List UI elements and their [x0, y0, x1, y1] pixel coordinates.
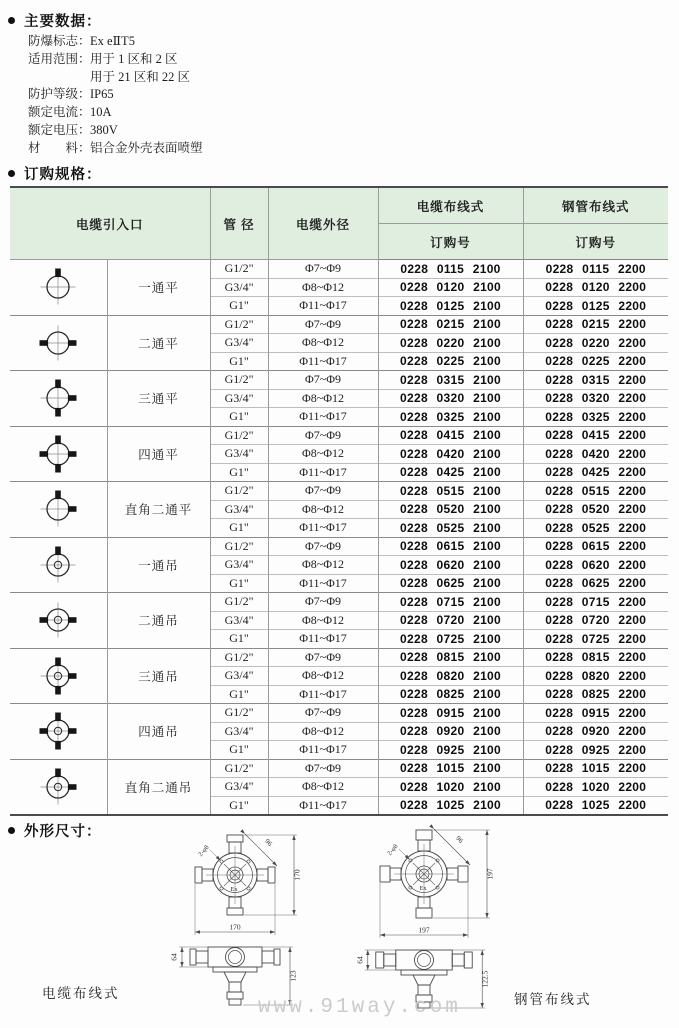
right-angle-two-way-flat-icon-cell: [10, 482, 107, 538]
cable-order-no-cell: 0228 0720 2100: [378, 611, 523, 630]
pipe-size-cell: G3/4": [210, 778, 268, 797]
cable-order-no-cell: 0228 0315 2100: [378, 371, 523, 390]
cable-od-cell: Φ7~Φ9: [268, 537, 378, 556]
entry-type-label: 二通吊: [107, 593, 210, 649]
cable-order-no-cell: 0228 0320 2100: [378, 389, 523, 408]
main-data-item: [28, 33, 203, 51]
dim-height-label: 170: [292, 869, 302, 881]
two-way-flat-icon-cell: [10, 315, 107, 371]
table-row: [10, 371, 668, 390]
cable-order-no-cell: 0228 1015 2100: [378, 759, 523, 778]
cable-order-no-cell: 0228 0215 2100: [378, 315, 523, 334]
cable-od-cell: Φ8~Φ12: [268, 445, 378, 464]
pipe-size-cell: G1": [210, 297, 268, 316]
main-data-item: [28, 140, 203, 158]
ex-marking: Ex: [419, 885, 427, 892]
main-data-title-text: 主要数据：: [24, 14, 102, 30]
table-row: [10, 593, 668, 612]
cable-od-cell: Φ11~Φ17: [268, 352, 378, 371]
three-way-hanging-icon: [36, 654, 80, 698]
steel-order-no-cell: 0228 0215 2200: [523, 315, 668, 334]
steel-order-no-cell: 0228 1020 2200: [523, 778, 668, 797]
ordering-title: [8, 163, 102, 184]
cable-od-cell: Φ11~Φ17: [268, 463, 378, 482]
cable-order-no-cell: 0228 0815 2100: [378, 648, 523, 667]
bullet-icon: [8, 827, 15, 834]
steel-order-no-cell: 0228 0825 2200: [523, 685, 668, 704]
ordering-title-text: 订购规格：: [24, 167, 102, 183]
pipe-size-cell: G3/4": [210, 334, 268, 353]
cable-od-cell: Φ8~Φ12: [268, 278, 378, 297]
steel-order-no-cell: 0228 0720 2200: [523, 611, 668, 630]
watermark: www.91way.com: [258, 996, 461, 1019]
steel-order-no-cell: 0228 0120 2200: [523, 278, 668, 297]
pipe-size-cell: G1": [210, 574, 268, 593]
pipe-size-cell: G1": [210, 408, 268, 427]
dim-height-label: 197: [485, 868, 495, 880]
cable-od-cell: Φ8~Φ12: [268, 611, 378, 630]
main-data-item: [28, 122, 203, 140]
cable-od-cell: Φ7~Φ9: [268, 371, 378, 390]
cable-od-cell: Φ7~Φ9: [268, 426, 378, 445]
three-way-flat-icon-cell: [10, 371, 107, 427]
steel-order-no-cell: 0228 0725 2200: [523, 630, 668, 649]
total-height-label: 123: [288, 970, 298, 982]
dim-diag-label: 96: [263, 837, 274, 848]
cable-od-cell: Φ11~Φ17: [268, 741, 378, 760]
one-way-flat-icon: [36, 265, 80, 309]
steel-order-no-cell: 0228 0525 2200: [523, 519, 668, 538]
holes-label: 2-φ8: [197, 844, 211, 859]
cable-order-no-cell: 0228 0225 2100: [378, 352, 523, 371]
ex-marking: Ex: [230, 886, 238, 893]
cable-order-no-cell: 0228 0425 2100: [378, 463, 523, 482]
main-data-item: [28, 69, 203, 87]
dim-width-label: 197: [418, 925, 430, 935]
pipe-size-cell: G1/2": [210, 537, 268, 556]
cable-od-cell: Φ7~Φ9: [268, 315, 378, 334]
cable-od-cell: Φ11~Φ17: [268, 796, 378, 815]
cable-od-cell: Φ7~Φ9: [268, 759, 378, 778]
right-angle-two-way-hanging-icon-cell: [10, 759, 107, 815]
pipe-size-cell: G3/4": [210, 389, 268, 408]
cable-order-no-cell: 0228 0925 2100: [378, 741, 523, 760]
steel-order-no-cell: 0228 0325 2200: [523, 408, 668, 427]
col-header-cable-entry: 电缆引入口: [10, 187, 210, 260]
table-row: [10, 759, 668, 778]
pipe-size-cell: G3/4": [210, 722, 268, 741]
main-data-item-label: 防护等级：: [28, 87, 91, 102]
four-way-hanging-icon-cell: [10, 704, 107, 760]
steel-order-no-cell: 0228 0220 2200: [523, 334, 668, 353]
pipe-size-cell: G1/2": [210, 371, 268, 390]
pipe-size-cell: G1/2": [210, 648, 268, 667]
cable-order-no-cell: 0228 1025 2100: [378, 796, 523, 815]
table-row: [10, 315, 668, 334]
cable-order-no-cell: 0228 0515 2100: [378, 482, 523, 501]
steel-order-no-cell: 0228 0125 2200: [523, 297, 668, 316]
table-row: [10, 704, 668, 723]
entry-type-label: 直角二通吊: [107, 759, 210, 815]
cable-order-no-cell: 0228 0120 2100: [378, 278, 523, 297]
pipe-size-cell: G1/2": [210, 593, 268, 612]
entry-type-label: 四通吊: [107, 704, 210, 760]
cable-od-cell: Φ11~Φ17: [268, 630, 378, 649]
cable-order-no-cell: 0228 0520 2100: [378, 500, 523, 519]
main-data-item-value: Ex eⅡT5: [90, 34, 135, 48]
col-header-order-no-steel: 订购号: [523, 224, 668, 260]
cable-order-no-cell: 0228 1020 2100: [378, 778, 523, 797]
cable-order-no-cell: 0228 0415 2100: [378, 426, 523, 445]
cable-order-no-cell: 0228 0525 2100: [378, 519, 523, 538]
four-way-flat-icon: [36, 432, 80, 476]
cable-order-no-cell: 0228 0420 2100: [378, 445, 523, 464]
holes-label: 2-φ8: [386, 843, 400, 858]
steel-order-no-cell: 0228 0925 2200: [523, 741, 668, 760]
main-data-item: [28, 104, 203, 122]
steel-order-no-cell: 0228 0620 2200: [523, 556, 668, 575]
cable-od-cell: Φ8~Φ12: [268, 334, 378, 353]
bullet-icon: [8, 170, 15, 177]
cable-od-cell: Φ8~Φ12: [268, 667, 378, 686]
right-angle-two-way-flat-icon: [36, 487, 80, 531]
main-data-item-value: 用于 1 区和 2 区: [90, 51, 178, 66]
cable-od-cell: Φ7~Φ9: [268, 260, 378, 279]
steel-order-no-cell: 0228 0920 2200: [523, 722, 668, 741]
cable-od-cell: Φ11~Φ17: [268, 297, 378, 316]
main-data-item-label: 材 料：: [28, 140, 91, 155]
cable-order-no-cell: 0228 0825 2100: [378, 685, 523, 704]
dimensions-section: [0, 812, 679, 1026]
cable-order-no-cell: 0228 0715 2100: [378, 593, 523, 612]
main-data-item-value: 铝合金外壳表面喷塑: [90, 140, 203, 155]
col-header-order-no-cable: 订购号: [378, 224, 523, 260]
steel-order-no-cell: 0228 0615 2200: [523, 537, 668, 556]
cable-order-no-cell: 0228 0115 2100: [378, 260, 523, 279]
table-row: [10, 537, 668, 556]
entry-type-label: 三通平: [107, 371, 210, 427]
pipe-size-cell: G1": [210, 630, 268, 649]
main-data-item: [28, 51, 203, 69]
steel-order-no-cell: 0228 0420 2200: [523, 445, 668, 464]
steel-order-no-cell: 0228 0415 2200: [523, 426, 668, 445]
col-header-cable-wiring: 电缆布线式: [378, 187, 523, 224]
main-data-item-label: 适用范围：: [28, 51, 91, 66]
cable-order-no-cell: 0228 0625 2100: [378, 574, 523, 593]
entry-type-label: 一通吊: [107, 537, 210, 593]
steel-order-no-cell: 0228 0820 2200: [523, 667, 668, 686]
pipe-size-cell: G1": [210, 685, 268, 704]
pipe-size-cell: G1/2": [210, 260, 268, 279]
main-data-list: [28, 33, 203, 158]
one-way-hanging-icon: [36, 543, 80, 587]
main-data-item-label: [28, 69, 90, 87]
cable-order-no-cell: 0228 0920 2100: [378, 722, 523, 741]
cable-order-no-cell: 0228 0820 2100: [378, 667, 523, 686]
one-way-hanging-icon-cell: [10, 537, 107, 593]
col-header-pipe-diameter: 管 径: [210, 187, 268, 260]
cable-order-no-cell: 0228 0615 2100: [378, 537, 523, 556]
cable-od-cell: Φ8~Φ12: [268, 722, 378, 741]
steel-order-no-cell: 0228 0425 2200: [523, 463, 668, 482]
cable-od-cell: Φ8~Φ12: [268, 778, 378, 797]
steel-order-no-cell: 0228 0715 2200: [523, 593, 668, 612]
table-row: [10, 426, 668, 445]
cable-order-no-cell: 0228 0915 2100: [378, 704, 523, 723]
cable-od-cell: Φ11~Φ17: [268, 408, 378, 427]
cable-od-cell: Φ7~Φ9: [268, 648, 378, 667]
cable-order-no-cell: 0228 0725 2100: [378, 630, 523, 649]
two-way-flat-icon: [36, 321, 80, 365]
main-data-item-value: IP65: [90, 87, 114, 102]
cable-od-cell: Φ11~Φ17: [268, 519, 378, 538]
entry-type-label: 一通平: [107, 260, 210, 316]
steel-order-no-cell: 0228 0915 2200: [523, 704, 668, 723]
steel-order-no-cell: 0228 0115 2200: [523, 260, 668, 279]
main-data-item-label: 额定电压：: [28, 122, 91, 137]
steel-wiring-caption: 钢管布线式: [514, 992, 592, 1007]
pipe-size-cell: G1": [210, 796, 268, 815]
cable-wiring-drawing: [168, 826, 312, 1023]
cable-od-cell: Φ8~Φ12: [268, 556, 378, 575]
pipe-size-cell: G3/4": [210, 611, 268, 630]
right-angle-two-way-hanging-icon: [36, 765, 80, 809]
main-data-title: [8, 10, 102, 31]
side-height-label: 64: [355, 956, 365, 964]
steel-order-no-cell: 0228 1025 2200: [523, 796, 668, 815]
entry-type-label: 二通平: [107, 315, 210, 371]
total-height-label: 122.5: [480, 970, 490, 988]
col-header-cable-od: 电缆外径: [268, 187, 378, 260]
four-way-flat-icon-cell: [10, 426, 107, 482]
steel-order-no-cell: 0228 0225 2200: [523, 352, 668, 371]
steel-order-no-cell: 0228 0515 2200: [523, 482, 668, 501]
steel-order-no-cell: 0228 1015 2200: [523, 759, 668, 778]
steel-order-no-cell: 0228 0625 2200: [523, 574, 668, 593]
pipe-size-cell: G3/4": [210, 667, 268, 686]
pipe-size-cell: G1": [210, 463, 268, 482]
table-row: [10, 260, 668, 279]
col-header-steel-wiring: 钢管布线式: [523, 187, 668, 224]
cable-od-cell: Φ11~Φ17: [268, 574, 378, 593]
pipe-size-cell: G3/4": [210, 500, 268, 519]
main-data-item: [28, 86, 203, 104]
pipe-size-cell: G1": [210, 352, 268, 371]
cable-od-cell: Φ7~Φ9: [268, 704, 378, 723]
main-data-item-label: 额定电流：: [28, 105, 91, 120]
two-way-hanging-icon: [36, 598, 80, 642]
pipe-size-cell: G1/2": [210, 315, 268, 334]
table-row: [10, 482, 668, 501]
pipe-size-cell: G3/4": [210, 445, 268, 464]
cable-od-cell: Φ7~Φ9: [268, 593, 378, 612]
pipe-size-cell: G1/2": [210, 426, 268, 445]
dim-width-label: 170: [229, 922, 241, 932]
entry-type-label: 三通吊: [107, 648, 210, 704]
cable-order-no-cell: 0228 0620 2100: [378, 556, 523, 575]
dim-diag-label: 96: [454, 834, 465, 845]
entry-type-label: 直角二通平: [107, 482, 210, 538]
main-data-item-value: 380V: [90, 122, 118, 137]
pipe-size-cell: G1/2": [210, 759, 268, 778]
dimensions-title: [8, 820, 102, 841]
steel-order-no-cell: 0228 0315 2200: [523, 371, 668, 390]
cable-od-cell: Φ8~Φ12: [268, 389, 378, 408]
steel-order-no-cell: 0228 0815 2200: [523, 648, 668, 667]
pipe-size-cell: G3/4": [210, 556, 268, 575]
cable-wiring-caption: 电缆布线式: [42, 986, 120, 1001]
bullet-icon: [8, 17, 15, 24]
pipe-size-cell: G1/2": [210, 704, 268, 723]
main-data-item-value: 10A: [90, 105, 112, 120]
main-data-item-value: 用于 21 区和 22 区: [90, 69, 191, 84]
steel-order-no-cell: 0228 0320 2200: [523, 389, 668, 408]
cable-wiring-drawing-svg: [168, 826, 312, 1018]
side-height-label: 64: [169, 953, 179, 961]
cable-od-cell: Φ8~Φ12: [268, 500, 378, 519]
cable-od-cell: Φ7~Φ9: [268, 482, 378, 501]
two-way-hanging-icon-cell: [10, 593, 107, 649]
cable-order-no-cell: 0228 0325 2100: [378, 408, 523, 427]
three-way-flat-icon: [36, 376, 80, 420]
table-row: [10, 648, 668, 667]
steel-order-no-cell: 0228 0520 2200: [523, 500, 668, 519]
entry-type-label: 四通平: [107, 426, 210, 482]
steel-wiring-drawing-svg: [352, 823, 508, 1023]
cable-order-no-cell: 0228 0125 2100: [378, 297, 523, 316]
four-way-hanging-icon: [36, 709, 80, 753]
main-data-item-label: 防爆标志：: [28, 34, 91, 48]
cable-od-cell: Φ11~Φ17: [268, 685, 378, 704]
ordering-table: [10, 186, 668, 816]
three-way-hanging-icon-cell: [10, 648, 107, 704]
pipe-size-cell: G1": [210, 741, 268, 760]
one-way-flat-icon-cell: [10, 260, 107, 316]
pipe-size-cell: G3/4": [210, 278, 268, 297]
dimensions-title-text: 外形尺寸：: [24, 824, 102, 840]
pipe-size-cell: G1": [210, 519, 268, 538]
cable-order-no-cell: 0228 0220 2100: [378, 334, 523, 353]
pipe-size-cell: G1/2": [210, 482, 268, 501]
